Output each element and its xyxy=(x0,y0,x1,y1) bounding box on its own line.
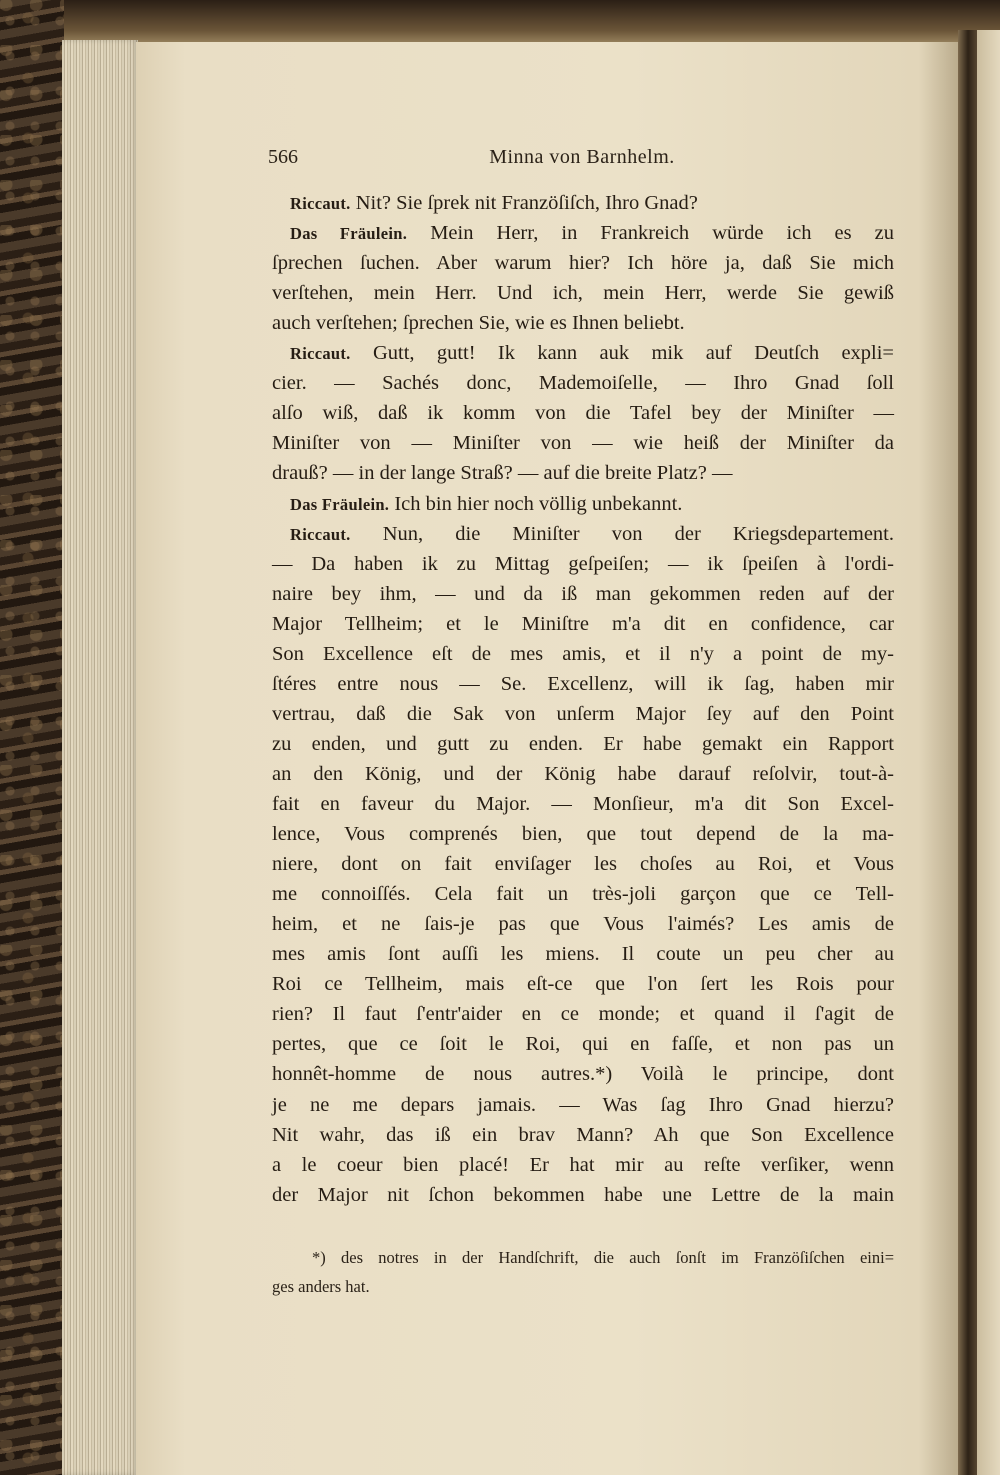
text-line xyxy=(272,1120,894,1150)
page-number: 566 xyxy=(268,146,298,168)
line-text: zu enden, und gutt zu enden. Er habe gemakt ein Rapport xyxy=(272,732,894,755)
text-line xyxy=(272,398,894,428)
line-text: lence, Vous comprenés bien, que tout depend de la ma- xyxy=(272,823,894,846)
facing-page-edge xyxy=(977,30,1000,1475)
speaker-name: Das Fräulein. xyxy=(290,224,408,244)
line-text: verſtehen, mein Herr. Und ich, mein Herr, werde Sie gewiß xyxy=(272,282,894,305)
line-text: naire bey ihm, — und da iß man gekommen reden auf der xyxy=(272,582,894,605)
text-line xyxy=(272,849,894,879)
text-line xyxy=(272,218,894,248)
book-gutter xyxy=(958,30,978,1475)
speaker-name: Riccaut. xyxy=(290,524,351,544)
line-text: Major Tellheim; et le Miniſtre m'a dit en confidence, car xyxy=(272,612,894,635)
line-text: ſtéres entre nous — Se. Excellenz, will ik ſag, haben mir xyxy=(272,672,894,695)
text-line xyxy=(272,489,894,519)
speaker-name: Riccaut. xyxy=(290,344,351,364)
line-text: Nun, die Miniſter von der Kriegsdepartement. xyxy=(382,522,894,545)
footnote-line: ges anders hat. xyxy=(272,1277,370,1296)
line-text: mes amis ſont auſſi les miens. Il coute un peu cher au xyxy=(272,943,894,966)
line-text: auch verſtehen; ſprechen Sie, wie es Ihnen beliebt. xyxy=(272,312,685,335)
text-line xyxy=(272,428,894,458)
line-text: Ich bin hier noch völlig unbekannt. xyxy=(394,492,683,515)
text-line xyxy=(272,789,894,819)
line-text: Miniſter von — Miniſter von — wie heiß der Miniſter da xyxy=(272,432,894,455)
text-line xyxy=(272,579,894,609)
text-line xyxy=(272,308,894,338)
line-text: der Major nit ſchon bekommen habe une Lettre de la main xyxy=(272,1183,894,1206)
text-line xyxy=(272,278,894,308)
line-text: vertrau, daß die Sak von unſerm Major ſey auf den Point xyxy=(272,702,894,725)
text-line xyxy=(272,759,894,789)
text-line xyxy=(272,699,894,729)
text-line xyxy=(272,669,894,699)
running-title: Minna von Barnhelm. xyxy=(489,146,675,168)
line-text: Roi ce Tellheim, mais eſt-ce que l'on ſert les Rois pour xyxy=(272,973,894,996)
book-top-edge xyxy=(0,0,1000,44)
line-text: ſprechen ſuchen. Aber warum hier? Ich höre ja, daß Sie mich xyxy=(272,252,894,275)
line-text: Gutt, gutt! Ik kann auk mik auf Deutſch expli= xyxy=(372,342,894,365)
line-text: Nit wahr, das iß ein brav Mann? Ah que Son Excellence xyxy=(272,1123,894,1146)
line-text: je ne me depars jamais. — Was ſag Ihro Gnad hierzu? xyxy=(272,1093,894,1116)
line-text: drauß? — in der lange Straß? — auf die breite Platz? — xyxy=(272,462,733,485)
line-text: heim, et ne ſais-je pas que Vous l'aimés? Les amis de xyxy=(272,913,894,936)
line-text: niere, dont on fait enviſager les choſes au Roi, et Vous xyxy=(272,853,894,876)
text-line xyxy=(272,338,894,368)
speaker-name: Das Fräulein. xyxy=(290,494,390,514)
line-text: me connoiſſés. Cela fait un très-joli garçon que ce Tell- xyxy=(272,883,894,906)
text-line xyxy=(272,549,894,579)
line-text: pertes, que ce ſoit le Roi, qui en faſſe, et non pas un xyxy=(272,1033,894,1056)
line-text: fait en faveur du Major. — Monſieur, m'a dit Son Excel- xyxy=(272,793,894,815)
text-line xyxy=(272,909,894,939)
line-text: — Da haben ik zu Mittag geſpeiſen; — ik ſpeiſen à l'ordi- xyxy=(272,552,894,575)
speaker-name: Riccaut. xyxy=(290,194,351,213)
body-text xyxy=(272,188,894,1218)
text-line xyxy=(272,248,894,278)
text-line xyxy=(272,1059,894,1089)
line-text: Son Excellence eſt de mes amis, et il n'y a point de my- xyxy=(272,642,894,665)
page-header xyxy=(268,146,896,176)
text-line xyxy=(272,1180,894,1210)
text-line xyxy=(272,1150,894,1180)
text-line xyxy=(272,729,894,759)
text-line xyxy=(272,939,894,969)
text-line xyxy=(272,639,894,669)
line-text: alſo wiß, daß ik komm von die Tafel bey der Miniſter — xyxy=(272,402,894,425)
text-line xyxy=(272,458,894,488)
line-text: cier. — Sachés donc, Mademoiſelle, — Ihro Gnad ſoll xyxy=(272,372,894,395)
line-text: Mein Herr, in Frankreich würde ich es zu xyxy=(430,222,895,245)
text-line xyxy=(272,879,894,909)
page-edges xyxy=(62,40,138,1475)
line-text: a le coeur bien placé! Er hat mir au reſte verſiker, wenn xyxy=(272,1153,894,1176)
text-line xyxy=(272,819,894,849)
text-line xyxy=(272,999,894,1029)
footnote-line: *) des notres in der Handſchrift, die auch ſonſt im Franzöſiſchen eini= xyxy=(312,1248,894,1267)
text-line xyxy=(272,1029,894,1059)
line-text: an den König, und der König habe darauf reſolvir, tout-à- xyxy=(272,762,894,785)
line-text: rien? Il faut ſ'entr'aider en ce monde; et quand il ſ'agit de xyxy=(272,1003,894,1026)
text-line xyxy=(272,188,894,218)
line-text: Nit? Sie ſprek nit Franzöſiſch, Ihro Gnad? xyxy=(355,192,698,214)
text-line xyxy=(272,969,894,999)
text-line xyxy=(272,368,894,398)
text-line xyxy=(272,1090,894,1120)
line-text: honnêt-homme de nous autres.*) Voilà le principe, dont xyxy=(272,1063,894,1086)
marbled-cover xyxy=(0,0,64,1475)
text-line xyxy=(272,519,894,549)
text-line xyxy=(272,609,894,639)
